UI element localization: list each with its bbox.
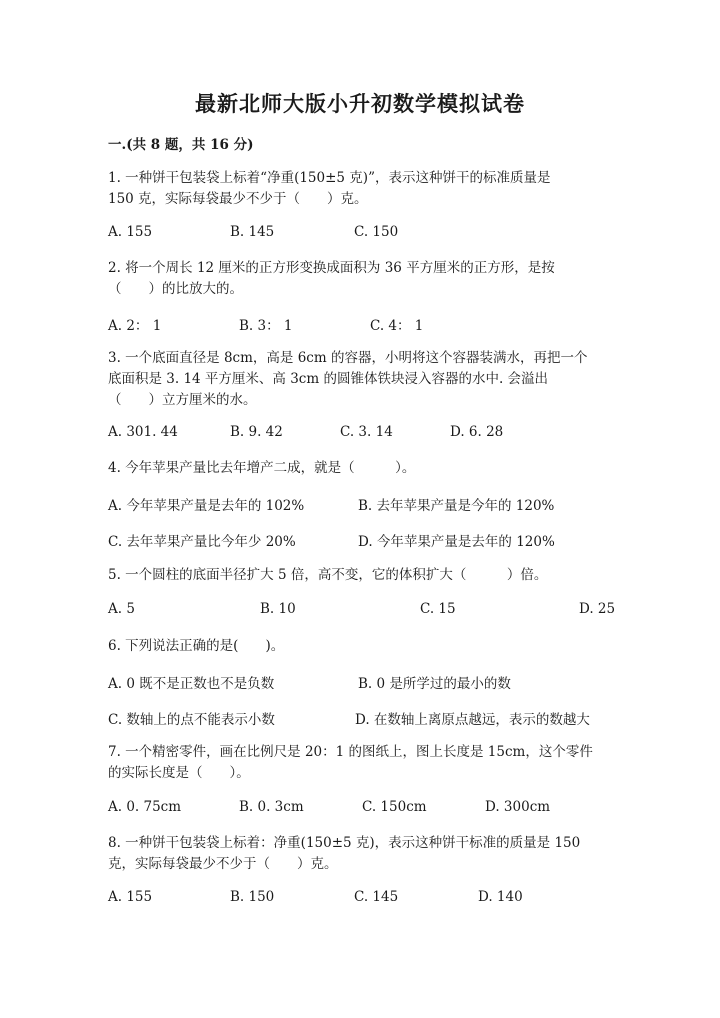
option-d[interactable]: D. 今年苹果产量是去年的 120%: [358, 534, 555, 550]
option-d[interactable]: D. 6. 28: [450, 424, 504, 440]
options-3: [108, 424, 618, 444]
option-c[interactable]: C. 150cm: [362, 799, 427, 815]
question-2: [108, 258, 608, 300]
option-b[interactable]: B. 145: [230, 224, 275, 240]
option-a[interactable]: A. 301. 44: [108, 424, 178, 440]
option-a[interactable]: A. 155: [108, 224, 153, 240]
question-6: [108, 636, 608, 657]
question-line: 6. 下列说法正确的是( )。: [108, 638, 285, 654]
question-4: [108, 458, 608, 479]
option-c[interactable]: C. 3. 14: [340, 424, 393, 440]
options-6-row2: [108, 708, 618, 728]
question-line: 克，实际每袋最少不少于（ ）克。: [108, 856, 338, 872]
question-line: 的实际长度是（ ）。: [108, 765, 250, 781]
option-a[interactable]: A. 155: [108, 889, 153, 905]
option-b[interactable]: B. 0. 3cm: [239, 799, 304, 815]
option-b[interactable]: B. 0 是所学过的最小的数: [358, 676, 511, 692]
option-c[interactable]: C. 150: [354, 224, 399, 240]
option-d[interactable]: D. 300cm: [485, 799, 551, 815]
option-c[interactable]: C. 15: [420, 601, 456, 617]
options-7: [108, 799, 618, 819]
question-5: [108, 565, 608, 586]
option-a[interactable]: A. 今年苹果产量是去年的 102%: [108, 498, 305, 514]
options-6: [108, 672, 618, 692]
question-line: 底面积是 3. 14 平方厘米、高 3cm 的圆锥体铁块浸入容器的水中. 会溢出: [108, 371, 549, 387]
options-4: [108, 494, 618, 514]
question-line: 150 克，实际每袋最少不少于（ ）克。: [108, 191, 368, 207]
option-a[interactable]: A. 2： 1: [108, 318, 162, 334]
option-b[interactable]: B. 10: [260, 601, 296, 617]
option-c[interactable]: C. 去年苹果产量比今年少 20%: [108, 534, 296, 550]
question-line: 5. 一个圆柱的底面半径扩大 5 倍，高不变，它的体积扩大（ ）倍。: [108, 567, 548, 583]
question-line: 7. 一个精密零件，画在比例尺是 20：1 的图纸上，图上长度是 15cm，这个零件: [108, 744, 593, 760]
options-1: [108, 224, 618, 244]
option-b[interactable]: B. 3： 1: [239, 318, 293, 334]
question-line: 2. 将一个周长 12 厘米的正方形变换成面积为 36 平方厘米的正方形，是按: [108, 260, 555, 276]
option-d[interactable]: D. 在数轴上离原点越远，表示的数越大: [355, 712, 590, 728]
question-8: [108, 833, 608, 875]
options-8: [108, 889, 618, 909]
option-b[interactable]: B. 9. 42: [230, 424, 283, 440]
option-c[interactable]: C. 145: [354, 889, 399, 905]
option-b[interactable]: B. 去年苹果产量是今年的 120%: [358, 498, 555, 514]
option-d[interactable]: D. 140: [478, 889, 523, 905]
question-1: [108, 168, 608, 210]
question-line: 3. 一个底面直径是 8cm，高是 6cm 的容器，小明将这个容器装满水，再把一个: [108, 350, 588, 366]
question-7: [108, 742, 608, 784]
question-line: （ ）立方厘米的水。: [108, 392, 257, 408]
question-3: [108, 348, 608, 411]
option-d[interactable]: D. 25: [579, 601, 616, 617]
option-c[interactable]: C. 4： 1: [370, 318, 424, 334]
option-a[interactable]: A. 0. 75cm: [108, 799, 182, 815]
question-line: 4. 今年苹果产量比去年增产二成，就是（ ）。: [108, 460, 416, 476]
question-line: 8. 一种饼干包装袋上标着：净重(150±5 克)，表示这种饼干标准的质量是 150: [108, 835, 581, 851]
options-2: [108, 314, 618, 334]
options-5: [108, 601, 618, 621]
page-title: 最新北师大版小升初数学模拟试卷: [195, 91, 525, 116]
option-a[interactable]: A. 0 既不是正数也不是负数: [108, 676, 275, 692]
option-c[interactable]: C. 数轴上的点不能表示小数: [108, 712, 275, 728]
option-b[interactable]: B. 150: [230, 889, 275, 905]
option-a[interactable]: A. 5: [108, 601, 135, 617]
options-4-row2: [108, 530, 618, 550]
question-line: （ ）的比放大的。: [108, 281, 243, 297]
section-heading: 一.(共 8 题，共 16 分): [108, 137, 254, 153]
question-line: 1. 一种饼干包装袋上标着“净重(150±5 克)”，表示这种饼干的标准质量是: [108, 170, 551, 186]
